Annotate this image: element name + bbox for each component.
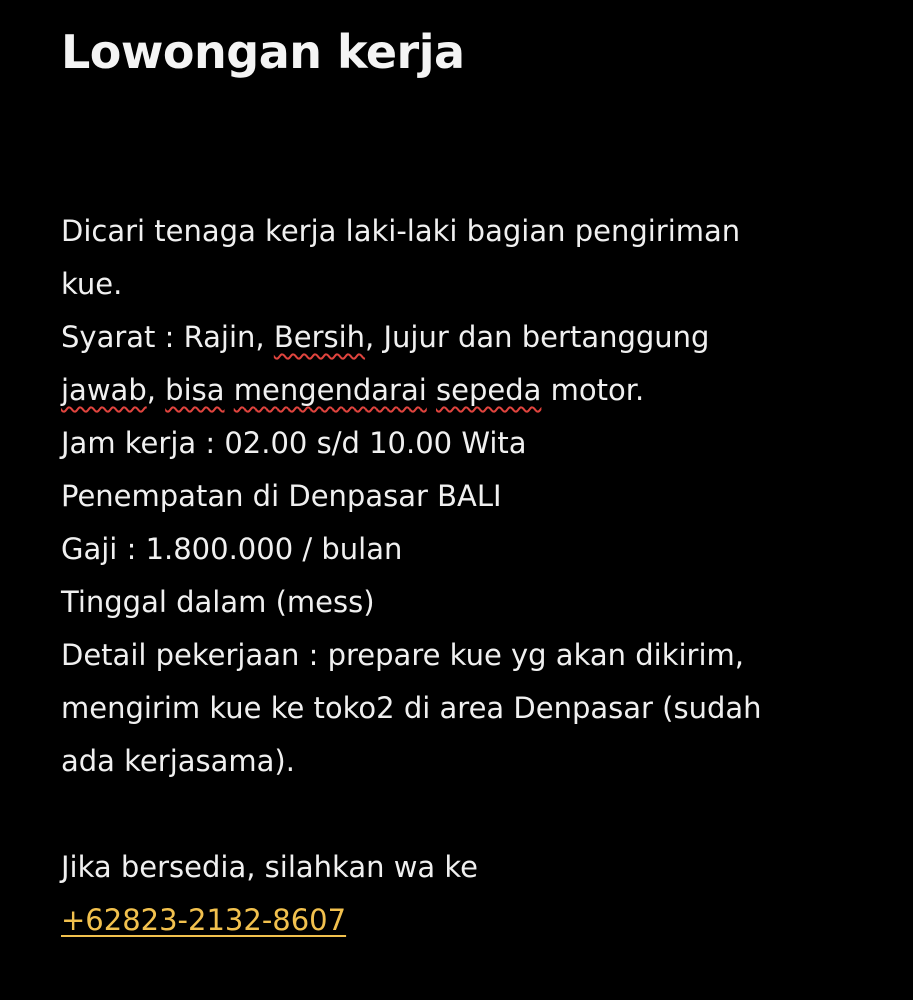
note-line[interactable]: Dicari tenaga kerja laki-laki bagian pengiriman bbox=[61, 214, 741, 248]
note-line-salary[interactable]: Gaji : 1.800.000 / bulan bbox=[61, 532, 403, 566]
misspelled-word[interactable]: jawab bbox=[61, 373, 147, 407]
note-line-placement[interactable]: Penempatan di Denpasar BALI bbox=[61, 479, 502, 513]
note-line-details-end[interactable]: ada kerjasama). bbox=[61, 744, 295, 778]
note-line-requirements-cont[interactable] bbox=[61, 364, 861, 417]
phone-line bbox=[61, 894, 861, 947]
misspelled-word[interactable]: Bersih bbox=[273, 320, 366, 354]
text-segment: , Jujur dan bertanggung bbox=[365, 320, 710, 354]
note-line-requirements[interactable] bbox=[61, 311, 861, 364]
note-title[interactable]: Lowongan kerja bbox=[61, 25, 465, 79]
blank-line bbox=[61, 788, 861, 841]
note-line-details-cont[interactable]: mengirim kue ke toko2 di area Denpasar (sudah bbox=[61, 691, 762, 725]
phone-link[interactable]: +62823-2132-8607 bbox=[61, 903, 347, 937]
misspelled-word[interactable]: bisa bbox=[165, 373, 225, 407]
text-segment bbox=[225, 373, 234, 407]
text-segment: , bbox=[146, 373, 166, 407]
text-segment: Syarat : Rajin, bbox=[61, 320, 274, 354]
note-line[interactable]: kue. bbox=[61, 267, 123, 301]
misspelled-word[interactable]: mengendarai bbox=[233, 373, 427, 407]
note-line-contact[interactable]: Jika bersedia, silahkan wa ke bbox=[61, 850, 479, 884]
text-segment: motor. bbox=[541, 373, 645, 407]
note-line-housing[interactable]: Tinggal dalam (mess) bbox=[61, 585, 375, 619]
note-line-details[interactable]: Detail pekerjaan : prepare kue yg akan dikirim, bbox=[61, 638, 744, 672]
note-line-hours[interactable]: Jam kerja : 02.00 s/d 10.00 Wita bbox=[61, 426, 527, 460]
note-body[interactable] bbox=[61, 205, 861, 947]
misspelled-word[interactable]: sepeda bbox=[436, 373, 542, 407]
text-segment bbox=[427, 373, 436, 407]
